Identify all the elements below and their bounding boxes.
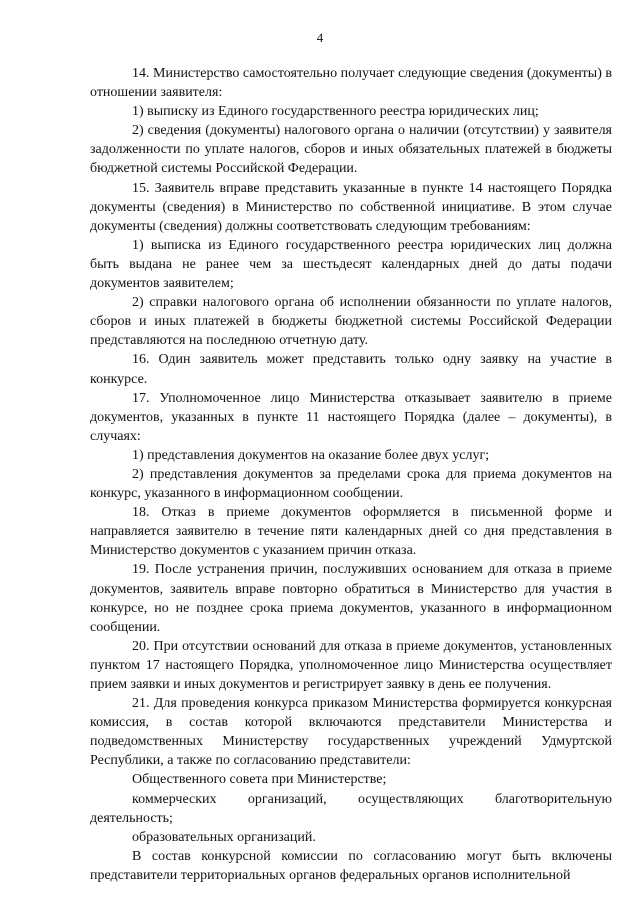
document-body [90, 64, 612, 885]
paragraph-17-item-1: 1) представления документов на оказание более двух услуг; [132, 447, 490, 463]
paragraph-14-item-2: 2) сведения (документы) налогового органа о наличии (отсутствии) у заявителя задолженности по уплате налогов, сборов и иных обязательных платежей в бюджеты бюджетной системы Российской Федерации. [90, 123, 612, 177]
paragraph-15-item-1: 1) выписка из Единого государственного реестра юридических лиц должна быть выдана не ранее чем за шестьдесят календарных дней до даты подачи документов заявителем; [90, 237, 612, 292]
paragraph-19: 19. После устранения причин, послуживших основанием для отказа в приеме документов, заявитель вправе повторно обратиться в Министерство для участия в конкурсе, но не позднее срока приема документов, указанного в информационном сообщении. [90, 562, 612, 635]
paragraph-14: 14. Министерство самостоятельно получает следующие сведения (документы) в отношении заявителя: [90, 66, 612, 101]
paragraph-16: 16. Один заявитель может представить только одну заявку на участие в конкурсе. [90, 352, 612, 387]
paragraph-21: 21. Для проведения конкурса приказом Министерства формируется конкурсная комиссия, в состав которой включаются представители Министерства и подведомственных Министерству государственных учреждений Удмуртской Республики, а также по согласованию представители: [90, 696, 612, 769]
paragraph-14-item-1: 1) выписку из Единого государственного реестра юридических лиц; [132, 104, 539, 120]
paragraph-21-item-1: Общественного совета при Министерстве; [132, 772, 387, 788]
paragraph-21-item-2: коммерческих организаций, осуществляющих благотворительную деятельность; [90, 791, 612, 826]
paragraph-17-item-2: 2) представления документов за пределами срока для приема документов на конкурс, указанного в информационном сообщении. [90, 466, 612, 502]
paragraph-17: 17. Уполномоченное лицо Министерства отказывает заявителю в приеме документов, указанных в пункте 11 настоящего Порядка (далее – документы), в случаях: [90, 390, 612, 444]
paragraph-15-item-2: 2) справки налогового органа об исполнении обязанности по уплате налогов, сборов и иных платежей в бюджеты бюджетной системы Российской Федерации представляются на последнюю отчетную дату. [90, 295, 612, 349]
paragraph-18: 18. Отказ в приеме документов оформляется в письменной форме и направляется заявителю в течение пяти календарных дней со дня представления в Министерство документов с указанием причин отказа. [90, 505, 612, 559]
paragraph-20: 20. При отсутствии оснований для отказа в приеме документов, установленных пунктом 17 настоящего Порядка, уполномоченное лицо Министерства осуществляет прием заявки и иных документов и регистрирует заявку в день ее получения. [90, 638, 612, 692]
paragraph-15: 15. Заявитель вправе представить указанные в пункте 14 настоящего Порядка документы (сведения) в Министерство по собственной инициативе. В этом случае документы (сведения) должны соответствовать следующим требованиям: [90, 180, 612, 234]
paragraph-21-item-3: образовательных организаций. [132, 829, 316, 845]
paragraph-21-continued: В состав конкурсной комиссии по согласованию могут быть включены представители территориальных органов федеральных органов исполнительной [90, 848, 612, 883]
page-number: 4 [316, 30, 324, 45]
